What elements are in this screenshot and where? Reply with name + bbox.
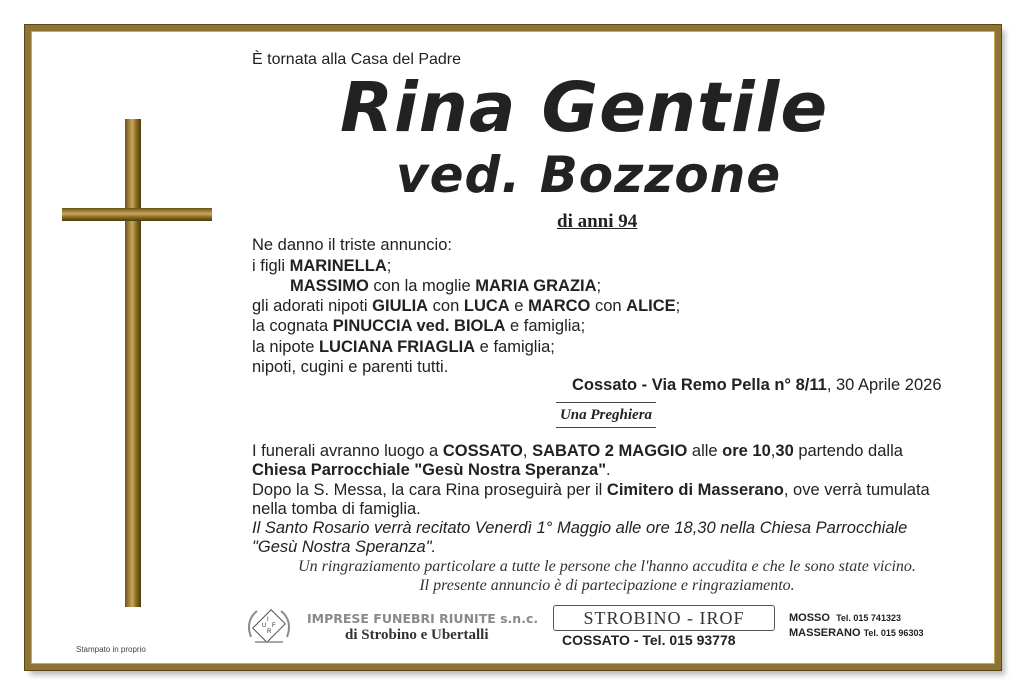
text-span: .: [606, 461, 611, 479]
thanks-line-1: Un ringraziamento particolare a tutte le persone che l'hanno accudita e che le sono state vicino.: [298, 558, 916, 575]
prayer-heading: Una Preghiera: [556, 402, 656, 428]
phone-number: Tel. 015 96303: [863, 628, 924, 638]
address: Cossato - Via Remo Pella n° 8/11: [572, 376, 827, 394]
masserano-contact: [789, 627, 923, 639]
name-span: 30: [775, 442, 794, 460]
name-span: SABATO 2 MAGGIO: [532, 442, 688, 460]
ifru-logo-icon: [245, 607, 293, 645]
text-span: ;: [386, 257, 392, 275]
strobino-phone: COSSATO - Tel. 015 93778: [562, 632, 736, 648]
son-line: [290, 278, 601, 295]
strobino-box: STROBINO - IROF: [553, 605, 775, 631]
text-span: ,: [522, 442, 533, 460]
grandchildren-line: [252, 298, 680, 315]
niece-line: [252, 339, 555, 356]
name-span: ALICE: [626, 297, 676, 315]
town-label: MASSERANO: [789, 627, 861, 639]
deceased-married-name: ved. Bozzone: [396, 146, 782, 204]
phone-number: Tel. 015 741323: [836, 613, 901, 623]
text-span: e: [509, 297, 529, 315]
place-date: [572, 376, 942, 395]
name-span: COSSATO: [442, 442, 523, 460]
children-line: [252, 258, 391, 275]
text-span: ,: [770, 442, 776, 460]
thanks-line-2: Il presente annuncio è di partecipazione e ringraziamento.: [419, 577, 795, 594]
text-span: e famiglia;: [505, 317, 586, 335]
printing-note: Stampato in proprio: [76, 645, 146, 654]
intro-text: È tornata alla Casa del Padre: [252, 51, 462, 68]
deceased-age: di anni 94: [557, 211, 638, 232]
funeral-line-2: [252, 462, 611, 479]
name-span: MASSIMO: [290, 277, 369, 295]
cross-horizontal-bar: [62, 208, 212, 221]
text-span: la cognata: [252, 317, 333, 335]
name-span: GIULIA: [372, 297, 429, 315]
church-name: Chiesa Parrocchiale "Gesù Nostra Speranza": [252, 461, 607, 479]
funeral-line-4: nella tomba di famiglia.: [252, 500, 421, 518]
date: , 30 Aprile 2026: [826, 376, 942, 394]
text-span: ;: [675, 297, 681, 315]
text-span: con: [428, 297, 464, 315]
text-span: alle: [687, 442, 723, 460]
logo-letter: I: [267, 617, 269, 623]
funeral-line-1: [252, 443, 903, 460]
name-span: ore 10: [722, 442, 771, 460]
text-span: partendo dalla: [793, 442, 903, 460]
name-span: MARIA GRAZIA: [475, 277, 597, 295]
name-span: PINUCCIA ved. BIOLA: [332, 317, 506, 335]
text-span: la nipote: [252, 338, 319, 356]
logo-letter: R: [267, 629, 272, 635]
text-span: e famiglia;: [475, 338, 555, 356]
mosso-contact: [789, 612, 901, 624]
name-span: MARINELLA: [289, 257, 387, 275]
name-span: LUCA: [463, 297, 510, 315]
text-span: con: [590, 297, 627, 315]
logo-letter: F: [272, 623, 276, 629]
cross-vertical-bar: [125, 119, 141, 607]
text-span: gli adorati nipoti: [252, 297, 373, 315]
logo-letter: U: [262, 623, 267, 629]
text-span: I funerali avranno luogo a: [252, 442, 443, 460]
text-span: , ove verrà tumulata: [783, 481, 930, 499]
text-span: ;: [596, 277, 602, 295]
cemetery-name: Cimitero di Masserano: [606, 481, 784, 499]
deceased-name: Rina Gentile: [340, 68, 829, 148]
company-owners: di Strobino e Ubertalli: [345, 627, 489, 643]
funeral-line-3: [252, 482, 930, 499]
text-span: i figli: [252, 257, 290, 275]
name-span: LUCIANA FRIAGLIA: [318, 338, 476, 356]
announce-line: Ne danno il triste annuncio:: [252, 236, 452, 254]
text-span: Dopo la S. Messa, la cara Rina proseguirà per il: [252, 481, 607, 499]
relatives-line: nipoti, cugini e parenti tutti.: [252, 358, 449, 376]
town-label: MOSSO: [789, 612, 830, 624]
rosary-line-1: Il Santo Rosario verrà recitato Venerdì 1° Maggio alle ore 18,30 nella Chiesa Parrocchiale: [252, 519, 908, 537]
company-name: IMPRESE FUNEBRI RIUNITE s.n.c.: [307, 611, 539, 626]
name-span: MARCO: [528, 297, 591, 315]
rosary-line-2: "Gesù Nostra Speranza".: [252, 538, 437, 556]
text-span: con la moglie: [368, 277, 476, 295]
sister-in-law-line: [252, 318, 585, 335]
